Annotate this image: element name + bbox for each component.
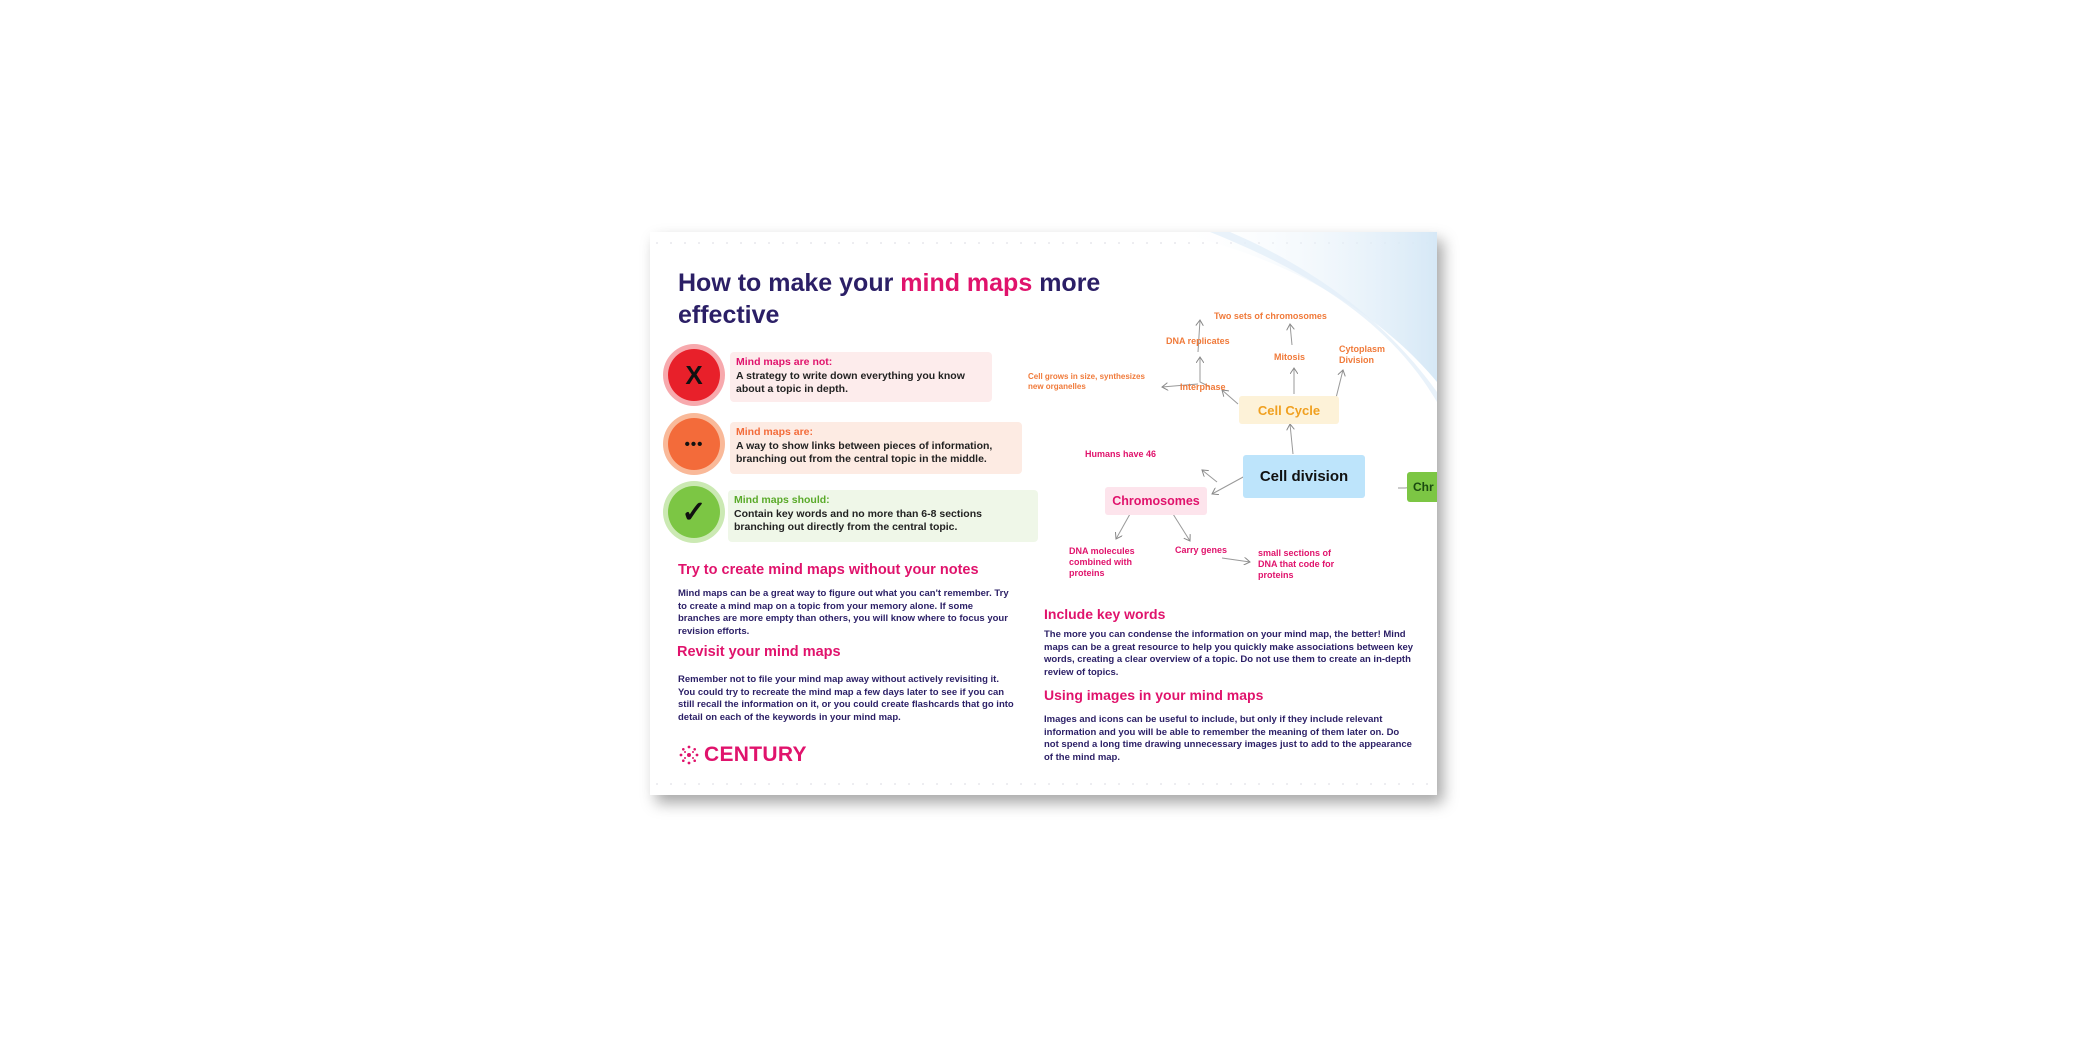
label-cell-grows-line-1: Cell grows in size, synthesizes [1028,372,1145,381]
title-part-1: How to make your [678,269,901,297]
label-two-sets: Two sets of chromosomes [1214,311,1327,321]
century-logo-text: CENTURY [704,743,807,766]
card-should-text: Contain key words and no more than 6-8 sections branching out directly from the central topic. [734,508,982,533]
label-small-sections-line-2: DNA that code for [1258,559,1335,569]
title-part-2: more effective [678,269,1101,329]
card-are-text: A way to show links between pieces of information, branching out from the central topic in the middle. [736,440,993,465]
label-mitosis: Mitosis [1274,352,1306,362]
label-carry-genes: Carry genes [1175,545,1228,555]
card-should-heading: Mind maps should: [734,494,830,506]
ellipsis-icon-glyph: ••• [684,435,704,453]
node-cut-off: Chr [1407,472,1437,502]
revisit-text: Remember not to file your mind map away without actively revisiting it. You could try to recreate the mind map a few days later to see if you can still recall the information on it, or you could create flashcards that go into detail on each of the keywords in your mind map. [678,674,1014,723]
label-cytoplasm-line-2: Division [1339,355,1375,365]
label-cell-grows-line-2: new organelles [1028,382,1086,391]
node-cell-division: Cell division [1243,455,1365,498]
label-dna-replicates: DNA replicates [1166,336,1230,346]
notes-heading: Try to create mind maps without your notes [678,562,979,578]
label-cytoplasm-line-1: Cytoplasm [1339,344,1386,354]
label-cell-grows [1028,372,1145,392]
revisit-heading: Revisit your mind maps [677,644,841,660]
label-small-sections-line-3: proteins [1258,570,1294,580]
title-highlight: mind maps [900,269,1033,297]
images-text: Images and icons can be useful to include, but only if they include relevant information and you will be able to remember the meaning of them later on. Do not spend a long time drawing unnecessary images just to add to the appearance of the mind map. [1044,714,1412,763]
label-small-sections-line-1: small sections of [1258,548,1332,558]
label-dna-molecules-line-2: combined with [1069,557,1132,567]
label-dna-molecules-line-3: proteins [1069,568,1105,578]
label-dna-molecules-line-1: DNA molecules [1069,546,1135,556]
cross-icon-glyph: X [685,359,703,390]
label-small-sections [1258,548,1334,581]
keywords-heading: Include key words [1044,606,1166,622]
label-interphase: Interphase [1180,382,1226,392]
checkmark-icon-glyph: ✓ [681,495,707,529]
keywords-text: The more you can condense the information on your mind map, the better! Mind maps can be a great resource to help you quickly make associations between key words, creating a clear overview of a topic. Do not use them to create an in-depth review of topics. [1044,629,1414,678]
images-heading: Using images in your mind maps [1044,687,1264,703]
node-cell-cycle: Cell Cycle [1239,396,1339,424]
card-not-text: A strategy to write down everything you know about a topic in depth. [736,370,965,395]
label-dna-molecules [1069,546,1135,579]
card-are-heading: Mind maps are: [736,426,814,438]
label-cytoplasm [1339,344,1385,366]
label-humans-have-46: Humans have 46 [1085,449,1157,459]
notes-text: Mind maps can be a great way to figure out what you can't remember. Try to create a mind map on a topic from your memory alone. If some branches are more empty than others, you will know where to focus your revision efforts. [678,588,1009,637]
node-chromosomes: Chromosomes [1105,487,1207,515]
worksheet-page [650,232,1437,795]
card-not-heading: Mind maps are not: [736,356,833,368]
